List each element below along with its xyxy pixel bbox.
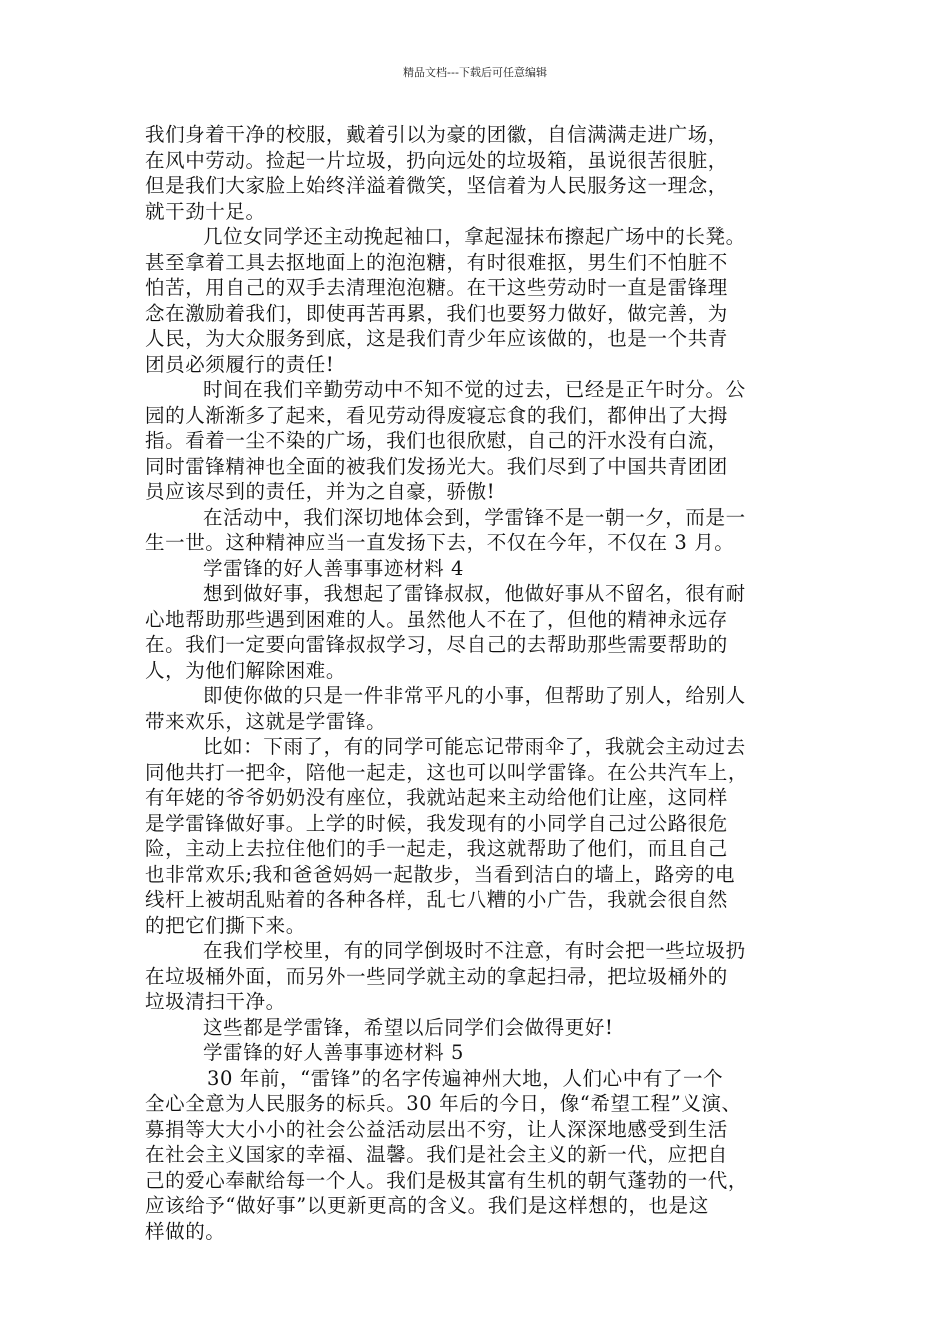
text-line: 募捐等大大小小的社会公益活动层出不穷，让人深深地感受到生活 [145,1117,728,1141]
paragraph-first-line: 时间在我们辛勤劳动中不知不觉的过去，已经是正午时分。公 [203,378,746,401]
text-line: 心地帮助那些遇到困难的人。虽然他人不在了，但他的精神永远存 [145,607,728,631]
text-line: 园的人渐渐多了起来，看见劳动得废寝忘食的我们，都伸出了大拇 [145,403,728,427]
text-line: 也非常欢乐;我和爸爸妈妈一起散步，当看到洁白的墙上，路旁的电 [145,862,736,886]
paragraph-first-line: 在活动中，我们深切地体会到，学雷锋不是一朝一夕，而是一 [203,505,746,529]
text-line: 人，为他们解除困难。 [145,658,347,682]
section-heading: 学雷锋的好人善事事迹材料 5 [203,1041,465,1064]
text-line: 同他共打一把伞，陪他一起走，这也可以叫学雷锋。在公共汽车上， [145,760,749,784]
text-line: 人民，为大众服务到底，这是我们青少年应该做的，也是一个共青 [145,327,728,350]
text-line: 己的爱心奉献给每一个人。我们是极其富有生机的朝气蓬勃的一代， [145,1168,749,1192]
text-line: 在风中劳动。捡起一片垃圾，扔向远处的垃圾箱，虽说很苦很脏， [145,148,728,172]
text-line: 念在激励着我们，即使再苦再累，我们也要努力做好，做完善，为 [145,301,728,325]
text-line: 生一世。这种精神应当一直发扬下去，不仅在今年，不仅在 3 月。 [145,531,735,554]
paragraph-first-line: 即使你做的只是一件非常平凡的小事，但帮助了别人，给别人 [203,684,746,707]
section-heading: 学雷锋的好人善事事迹材料 4 [203,556,465,580]
paragraph-first-line: 30 年前，“雷锋”的名字传遍神州大地，人们心中有了一个 [207,1066,724,1090]
text-line: 同时雷锋精神也全面的被我们发扬光大。我们尽到了中国共青团团 [145,454,728,478]
text-line: 在垃圾桶外面，而另外一些同学就主动的拿起扫帚，把垃圾桶外的 [145,964,728,988]
text-line: 但是我们大家脸上始终洋溢着微笑，坚信着为人民服务这一理念， [145,174,728,197]
paragraph-first-line: 几位女同学还主动挽起袖口，拿起湿抹布擦起广场中的长凳。 [203,225,746,248]
paragraph-first-line: 比如：下雨了，有的同学可能忘记带雨伞了，我就会主动过去 [203,735,746,758]
text-line: 全心全意为人民服务的标兵。30 年后的今日，像“希望工程”义演、 [145,1092,742,1115]
text-line: 团员必须履行的责任! [145,352,335,376]
text-line: 是学雷锋做好事。上学的时候，我发现有的小同学自己过公路很危 [145,811,728,835]
text-line: 在。我们一定要向雷锋叔叔学习，尽自己的去帮助那些需要帮助的 [145,633,728,656]
text-line: 样做的。 [145,1219,226,1243]
document-body [145,122,807,1244]
text-line: 的把它们撕下来。 [145,913,306,937]
text-line: 指。看着一尘不染的广场，我们也很欣慰，自己的汗水没有白流， [145,429,728,452]
text-line: 在社会主义国家的幸福、温馨。我们是社会主义的新一代，应把自 [145,1143,728,1166]
text-line: 有年姥的爷爷奶奶没有座位，我就站起来主动给他们让座，这同样 [145,786,728,809]
paragraph-first-line: 在我们学校里，有的同学倒圾时不注意，有时会把一些垃圾扔 [203,939,746,962]
text-line: 就干劲十足。 [145,199,266,223]
text-line: 怕苦，用自己的双手去清理泡泡糖。在干这些劳动时一直是雷锋理 [145,276,728,299]
paragraph-first-line: 这些都是学雷锋，希望以后同学们会做得更好! [203,1015,614,1039]
text-line: 险，主动上去拉住他们的手一起走，我这就帮助了他们，而且自己 [145,837,728,860]
text-line: 垃圾清扫干净。 [145,990,286,1013]
text-line: 带来欢乐，这就是学雷锋。 [145,709,387,733]
text-line: 我们身着干净的校服，戴着引以为豪的团徽，自信满满走进广场， [145,123,728,146]
paragraph-first-line: 想到做好事，我想起了雷锋叔叔，他做好事从不留名，很有耐 [203,582,746,605]
text-line: 员应该尽到的责任，并为之自豪，骄傲! [145,480,496,503]
text-line: 甚至拿着工具去抠地面上的泡泡糖，有时很难抠，男生们不怕脏不 [145,250,728,274]
text-line: 线杆上被胡乱贴着的各种各样，乱七八糟的小广告，我就会很自然 [145,888,728,911]
page-header: 精品文档---下载后可任意编辑 [403,66,547,79]
text-line: 应该给予“做好事”以更新更高的含义。我们是这样想的，也是这 [145,1194,709,1217]
